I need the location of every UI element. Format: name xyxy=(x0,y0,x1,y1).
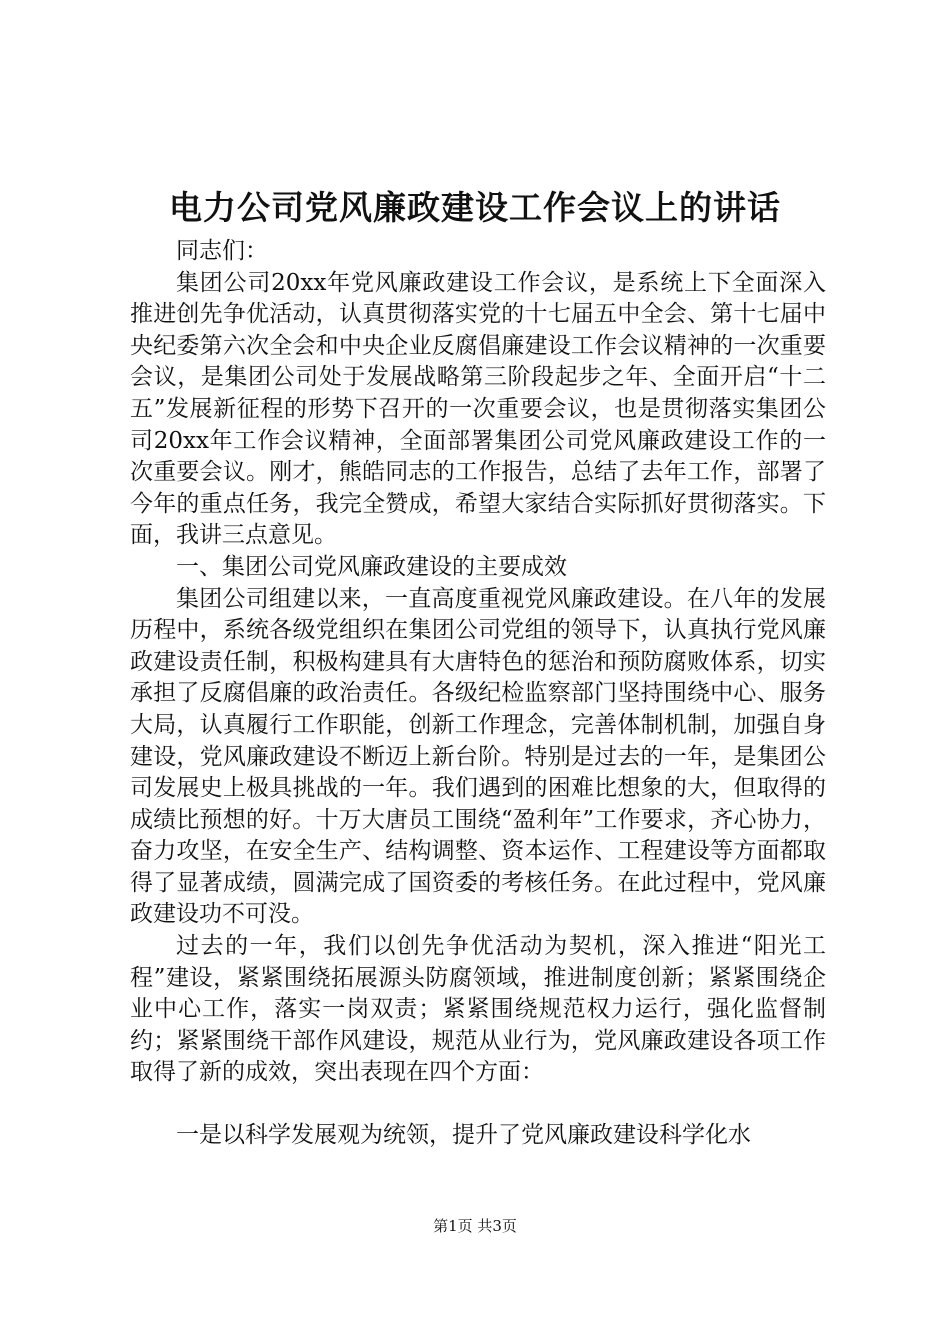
paragraph-past-year: 过去的一年，我们以创先争优活动为契机，深入推进“阳光工程”建设，紧紧围绕拓展源头防腐领域，推进制度创新；紧紧围绕企业中心工作，落实一岗双责；紧紧围绕规范权力运行，强化监督制约；紧紧围绕干部作风建设，规范从业行为，党风廉政建设各项工作取得了新的成效，突出表现在四个方面： xyxy=(130,933,826,1086)
document-body xyxy=(130,236,826,1152)
document-title: 电力公司党风廉政建设工作会议上的讲话 xyxy=(169,188,781,227)
paragraph-point-one: 一是以科学发展观为统领，提升了党风廉政建设科学化水 xyxy=(176,1122,751,1149)
section-heading-1: 一、集团公司党风廉政建设的主要成效 xyxy=(176,553,567,580)
paragraph-intro: 集团公司20xx年党风廉政建设工作会议，是系统上下全面深入推进创先争优活动，认真贯彻落实党的十七届五中全会、第十七届中央纪委第六次全会和中央企业反腐倡廉建设工作会议精神的一次重要会议，是集团公司处于发展战略第三阶段起步之年、全面开启“十二五”发展新征程的形势下召开的一次重要会议，也是贯彻落实集团公司20xx年工作会议精神，全面部署集团公司党风廉政建设工作的一次重要会议。刚才，熊皓同志的工作报告，总结了去年工作，部署了今年的重点任务，我完全赞成，希望大家结合实际抓好贯彻落实。下面，我讲三点意见。 xyxy=(130,269,826,549)
paragraph-achievements: 集团公司组建以来，一直高度重视党风廉政建设。在八年的发展历程中，系统各级党组织在集团公司党组的领导下，认真执行党风廉政建设责任制，积极构建具有大唐特色的惩治和预防腐败体系，切实承担了反腐倡廉的政治责任。各级纪检监察部门坚持围绕中心、服务大局，认真履行工作职能，创新工作理念，完善体制机制，加强自身建设，党风廉政建设不断迈上新台阶。特别是过去的一年，是集团公司发展史上极具挑战的一年。我们遇到的困难比想象的大，但取得的成绩比预想的好。十万大唐员工围绕“盈利年”工作要求，齐心协力，奋力攻坚，在安全生产、结构调整、资本运作、工程建设等方面都取得了显著成绩，圆满完成了国资委的考核任务。在此过程中，党风廉政建设功不可没。 xyxy=(130,585,826,928)
salutation: 同志们： xyxy=(176,238,268,264)
page-footer: 第1页 共3页 xyxy=(433,1217,517,1235)
